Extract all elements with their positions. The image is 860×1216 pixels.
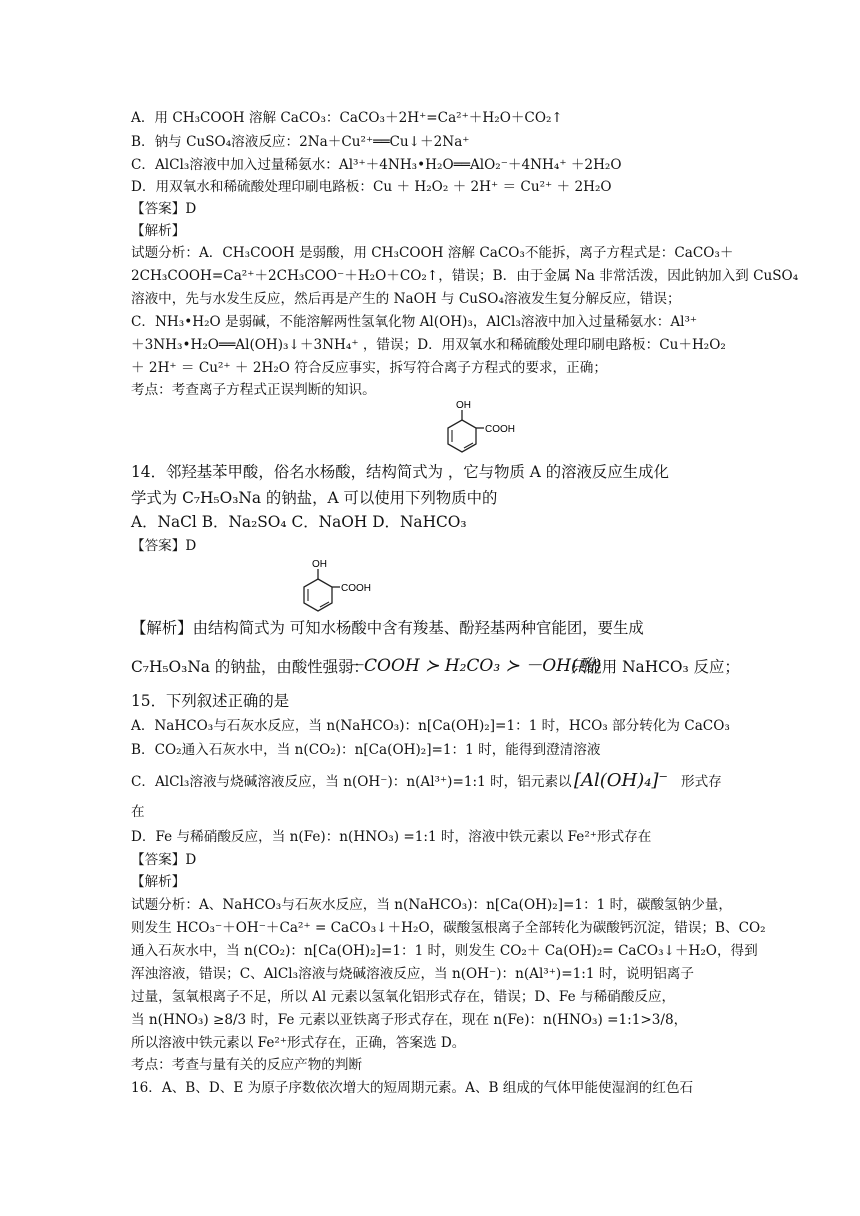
q13-answer: 【答案】D — [131, 201, 197, 217]
q15-key-point: 考点：考查与量有关的反应产物的判断 — [131, 1057, 363, 1073]
svg-text:COOH: COOH — [485, 424, 515, 435]
q14-stem: 14．邻羟基苯甲酸，俗名水杨酸，结构简式为 ，它与物质 A 的溶液反应生成化 — [131, 463, 669, 481]
q15-analysis-line: 浑浊溶液，错误；C、AlCl₃溶液与烧碱溶液反应，当 n(OH⁻)：n(Al³⁺)=1:1 时，说明铝离子 — [131, 966, 694, 982]
svg-text:OH: OH — [312, 559, 327, 570]
q15-analysis-line: 所以溶液中铁元素以 Fe²⁺形式存在，正确，答案选 D。 — [131, 1035, 466, 1051]
q15-analysis-line: 过量，氢氧根离子不足，所以 Al 元素以氢氧化铝形式存在，错误；D、Fe 与稀硝酸反应， — [131, 989, 676, 1005]
q15-analysis-line: 通入石灰水中，当 n(CO₂)：n[Ca(OH)₂]=1：1 时，则发生 CO₂＋ Ca(OH)₂= CaCO₃↓＋H₂O，得到 — [131, 943, 758, 959]
q13-option-c: C．AlCl₃溶液中加入过量稀氨水：Al³⁺＋4NH₃•H₂O══AlO₂⁻＋4NH₄⁺ ＋2H₂O — [131, 157, 622, 173]
q15-option-d: D．Fe 与稀硝酸反应，当 n(Fe)：n(HNO₃) =1:1 时，溶液中铁元素以 Fe²⁺形式存在 — [131, 829, 652, 845]
q13-option-d: D．用双氧水和稀硫酸处理印刷电路板：Cu ＋ H₂O₂ ＋ 2H⁺ ＝ Cu²⁺ ＋ 2H₂O — [131, 179, 612, 195]
q13-analysis-line: ＋ 2H⁺ ＝ Cu²⁺ ＋ 2H₂O 符合反应事实，拆写符合离子方程式的要求，正确； — [131, 360, 607, 376]
q14-answer: 【答案】D — [131, 538, 197, 554]
q15-option-b: B．CO₂通入石灰水中，当 n(CO₂)：n[Ca(OH)₂]=1：1 时，能得到澄清溶液 — [131, 742, 601, 758]
svg-text:COOH: COOH — [341, 583, 371, 594]
svg-text:OH: OH — [456, 400, 471, 411]
q13-analysis-heading: 【解析】 — [131, 223, 186, 239]
aluminate-complex-formula: [Al(OH)₄]⁻ — [574, 770, 669, 791]
q14-analysis-cont: C₇H₅O₃Na 的钠盐，由酸性强弱： — [131, 658, 369, 676]
q14-analysis: 【解析】由结构简式为 可知水杨酸中含有羧基、酚羟基两种官能团，要生成 — [131, 619, 644, 637]
q13-analysis-line: 2CH₃COOH=Ca²⁺＋2CH₃COO⁻＋H₂O＋CO₂↑，错误；B．由于金属 Na 非常活泼，因此钠加入到 CuSO₄ — [131, 268, 799, 284]
q15-stem: 15．下列叙述正确的是 — [131, 692, 290, 710]
q14-stem-cont: 学式为 C₇H₅O₃Na 的钠盐，A 可以使用下列物质中的 — [131, 489, 498, 507]
q15-option-a: A．NaHCO₃与石灰水反应，当 n(NaHCO₃)：n[Ca(OH)₂]=1：1 时，HCO₃ 部分转化为 CaCO₃ — [131, 718, 730, 734]
q14-options: A．NaCl B．Na₂SO₄ C．NaOH D．NaHCO₃ — [131, 513, 467, 531]
q13-analysis-line: 溶液中，先与水发生反应，然后再是产生的 NaOH 与 CuSO₄溶液发生复分解反应，错误； — [131, 291, 681, 307]
q13-option-b: B．钠与 CuSO₄溶液反应：2Na＋Cu²⁺══Cu↓＋2Na⁺ — [131, 134, 470, 150]
q15-analysis-heading: 【解析】 — [131, 874, 186, 890]
q16-stem: 16．A、B、D、E 为原子序数依次增大的短周期元素。A、B 组成的气体甲能使湿润的红色石 — [131, 1080, 694, 1096]
q15-analysis-line: 则发生 HCO₃⁻＋OH⁻＋Ca²⁺ = CaCO₃↓＋H₂O，碳酸氢根离子全部转化为碳酸钙沉淀，错误；B、CO₂ — [131, 920, 766, 936]
q13-analysis-line: ＋3NH₃•H₂O══Al(OH)₃↓＋3NH₄⁺ ，错误；D．用双氧水和稀硫酸处理印刷电路板：Cu＋H₂O₂ — [131, 337, 726, 353]
q15-analysis-line: 试题分析：A、NaHCO₃与石灰水反应，当 n(NaHCO₃)：n[Ca(OH)₂]=1：1 时，碳酸氢钠少量， — [131, 897, 732, 913]
q13-option-a: A．用 CH₃COOH 溶解 CaCO₃：CaCO₃＋2H⁺=Ca²⁺＋H₂O＋CO₂↑ — [131, 110, 563, 126]
q15-option-c: C．AlCl₃溶液与烧碱溶液反应，当 n(OH⁻)：n(Al³⁺)=1:1 时，铝元素以 — [131, 774, 572, 790]
q15-analysis-line: 当 n(HNO₃) ≥8/3 时，Fe 元素以亚铁离子形式存在，现在 n(Fe)：n(HNO₃) =1:1>3/8， — [131, 1012, 688, 1028]
q14-analysis-tail: 只能用 NaHCO₃ 反应； — [571, 658, 740, 676]
q15-answer: 【答案】D — [131, 852, 197, 868]
acidity-order-formula: －COOH ≻ H₂CO₃ ≻ －OH(酚) — [347, 656, 602, 676]
q13-key-point: 考点：考查离子方程式正误判断的知识。 — [131, 382, 376, 398]
q13-analysis-line: C．NH₃•H₂O 是弱碱，不能溶解两性氢氧化物 Al(OH)₃，AlCl₃溶液中加入过量稀氨水：Al³⁺ — [131, 314, 698, 330]
q15-option-c-tail: 形式存 — [681, 774, 722, 790]
salicylic-acid-structure-2 — [288, 557, 384, 623]
q15-option-c-cont: 在 — [131, 804, 145, 820]
q13-analysis-line: 试题分析：A．CH₃COOH 是弱酸，用 CH₃COOH 溶解 CaCO₃不能拆，离子方程式是：CaCO₃＋ — [131, 245, 734, 261]
salicylic-acid-structure-1 — [432, 398, 528, 464]
